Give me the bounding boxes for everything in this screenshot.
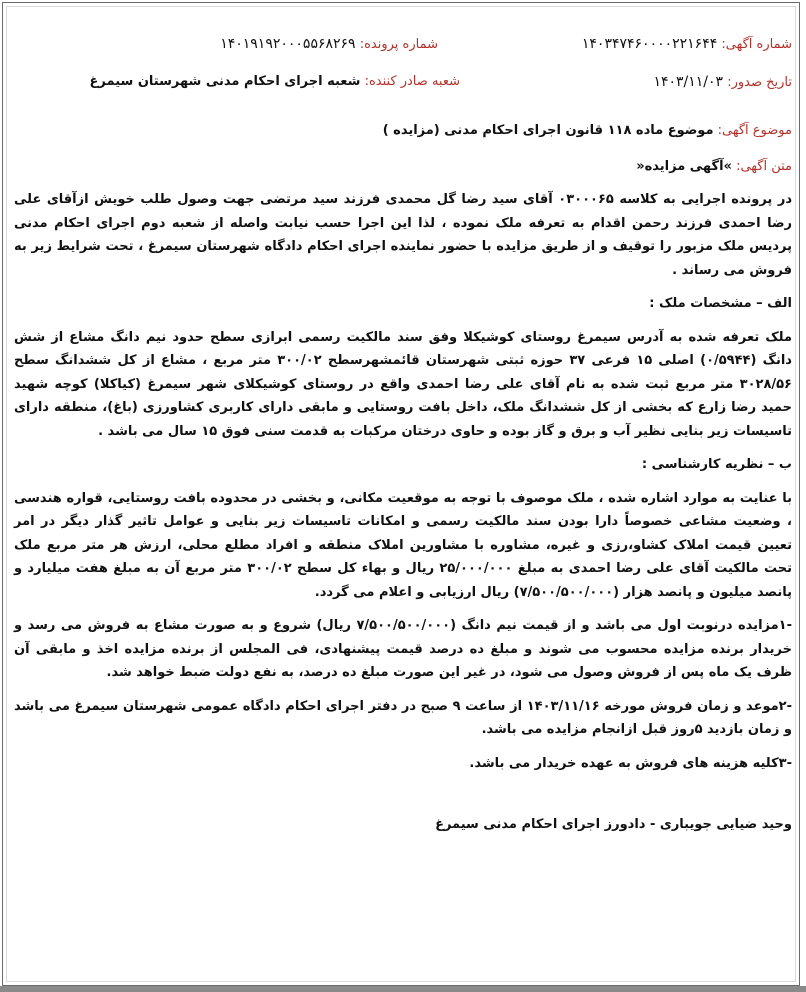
file-number-label: شماره پرونده: (359, 37, 438, 52)
issuer-row (90, 72, 460, 92)
ad-text-row (636, 157, 792, 177)
ad-body (14, 188, 792, 837)
subject-label: موضوع آگهی: (717, 123, 792, 138)
file-number-row (220, 34, 438, 55)
issuer-value: شعبه اجرای احکام مدنی شهرستان سیمرغ (89, 74, 361, 89)
issue-date-row (653, 72, 792, 93)
signature: وحید ضیایی جویباری - دادورز اجرای احکام مدنی سیمرغ (435, 817, 792, 832)
condition-item-2: -۲موعد و زمان فروش مورخه ۱۴۰۳/۱۱/۱۶ از ساعت ۹ صبح در دفتر اجرای احکام دادگاه عمومی شهرستان سیمرغ می باشد و زمان بازدید ۵روز قبل ازانجام مزایده می باشد. (14, 698, 792, 737)
subject-row (383, 121, 792, 141)
section-a-text: ملک تعرفه شده به آدرس سیمرغ روستای کوشیکلا وفق سند مالکیت رسمی ابرازی سطح حدود نیم دانگ مشاع از شش دانگ (۰/۵۹۴۴) اصلی ۱۵ فرعی ۳۷ حوزه ثبتی شهرستان قائمشهرسطح ۳۰۰/۰۲ متر مربع ، مشاع از کل ششدانگ سطح ۳۰۲۸/۵۶ متر مربع ثبت شده به نام آقای علی رضا احمدی واقع در روستای کوشیکلای شهر سیمرغ (کیاکلا) کوچه شهید حمید رضا زارع که بخشی از کل ششدانگ ملک، داخل بافت روستایی و مابقی دارای کاربری کشاورزی (باغ)، منطقه دارای تاسیسات زیر بنایی نظیر آب و برق و گاز بوده و حاوی درختان مرکبات به قدمت سنی فوق ۱۵ سال می باشد . (14, 329, 792, 439)
ad-text-label: متن آگهی: (736, 159, 792, 174)
section-b-text: با عنایت به موارد اشاره شده ، ملک موصوف با توجه به موقعیت مکانی، و بخشی در محدوده بافت روستایی، قواره هندسی ، وضعیت مشاعی خصوصاً دارا بودن سند مالکیت رسمی و امکانات تاسیسات زیر بنایی و عوامل تاثیر گذار دیگر در امر تعیین قیمت املاک کشاو،رزی و غیره، مشاوره با مشاورین املاک منطقه و افراد مطلع محلی، ارزش هر متر مربع ملک تحت مالکیت آقای علی رضا احمدی به مبلغ ۲۵/۰۰۰/۰۰۰ ریال و بهاء کل سطح ۳۰۰/۰۲ متر مربع آن به مبلغ هفت میلیارد و پانصد میلیون و پانصد هزار (۷/۵۰۰/۵۰۰/۰۰۰) ریال ارزیابی و اعلام می گردد. (14, 490, 793, 600)
condition-item-1: -۱مزایده درنوبت اول می باشد و از قیمت نیم دانگ (۷/۵۰۰/۵۰۰/۰۰۰ ریال) شروع و به صورت مشاع به فروش می رسد و خریدار برنده مزایده محسوب می شوند و مبلغ ده درصد قیمت پیشنهادی، فی المجلس از برنده مزایده اخذ و مابقی آن ظرف یک ماه پس از فروش وصول می شود، در غیر این صورت مبلغ ده درصد، به نفع دولت ضبط خواهد شد. (14, 618, 792, 680)
intro-paragraph: در پرونده اجرایی به کلاسه ۰۳۰۰۰۶۵ آقای سید رضا گل محمدی فرزند سید مرتضی جهت وصول طلب خویش ازآقای علی رضا احمدی فرزند رحمن اقدام به تعرفه ملک نموده ، لذا این اجرا حسب نیابت واصله از شعبه دوم اجرای احکام مدنی پردیس ملک مزبور را توقیف و از طریق مزایده با حضور نماینده اجرای احکام دادگاه شهرستان سیمرغ ، تحت شرایط زیر به فروش می رساند . (14, 192, 792, 278)
ad-number-label: شماره آگهی: (721, 37, 792, 52)
ad-number-row (582, 34, 792, 55)
file-number-value: ۱۴۰۱۹۱۹۲۰۰۰۵۵۶۸۲۶۹ (220, 36, 356, 52)
condition-item-3: -۳کلیه هزینه های فروش به عهده خریدار می باشد. (469, 755, 792, 771)
ad-text-title: »آگهی مزایده« (636, 159, 732, 174)
issue-date-value: ۱۴۰۳/۱۱/۰۳ (653, 74, 724, 90)
section-b-title: ب – نظریه کارشناسی : (641, 457, 792, 472)
bottom-divider (0, 986, 806, 992)
ad-number-value: ۱۴۰۳۴۷۴۶۰۰۰۰۲۲۱۶۴۴ (581, 36, 718, 52)
issuer-label: شعبه صادر کننده: (364, 74, 460, 89)
section-a-title: الف – مشخصات ملک : (649, 296, 792, 311)
issue-date-label: تاریخ صدور: (727, 75, 792, 90)
subject-value: موضوع ماده ۱۱۸ قانون اجرای احکام مدنی (مزایده ) (382, 123, 714, 138)
